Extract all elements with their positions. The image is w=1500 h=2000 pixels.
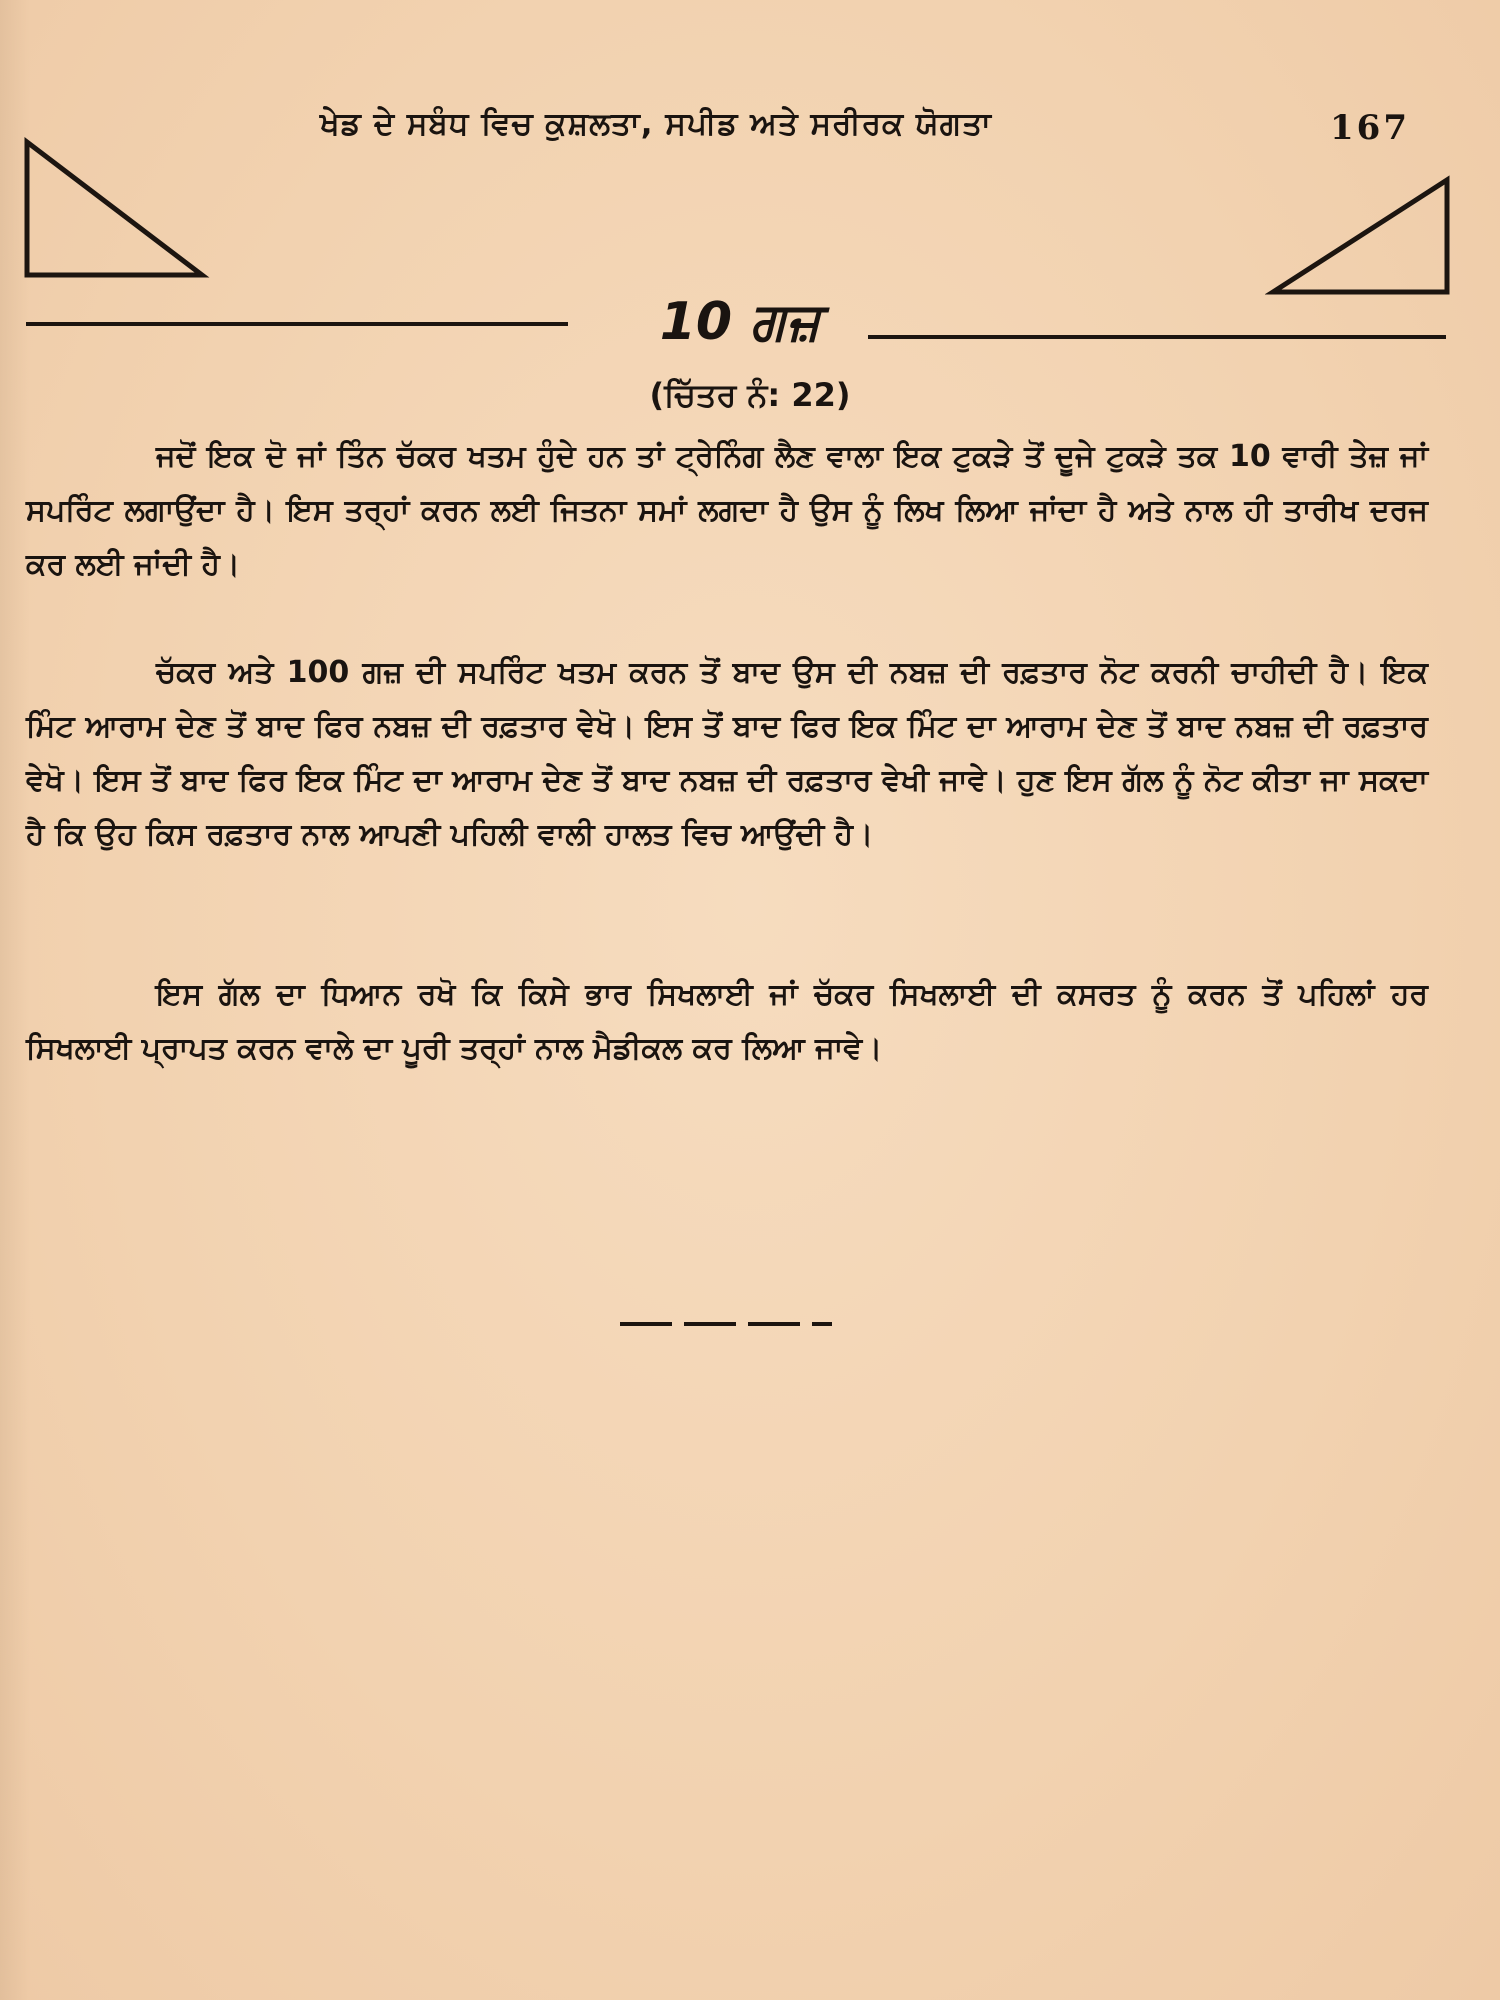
- title-rule-right: [868, 335, 1446, 339]
- figure-reference: (ਚਿੱਤਰ ਨੰ: 22): [649, 376, 851, 414]
- paragraph-2: ਚੱਕਰ ਅਤੇ 100 ਗਜ਼ ਦੀ ਸਪਰਿੰਟ ਖਤਮ ਕਰਨ ਤੋਂ ਬਾਦ ਉਸ ਦੀ ਨਬਜ਼ ਦੀ ਰਫ਼ਤਾਰ ਨੋਟ ਕਰਨੀ ਚਾਹੀਦੀ ਹੈ। ਇਕ ਮਿੰਟ ਆਰਾਮ ਦੇਣ ਤੋਂ ਬਾਦ ਫਿਰ ਨਬਜ਼ ਦੀ ਰਫ਼ਤਾਰ ਵੇਖੋ। ਇਸ ਤੋਂ ਬਾਦ ਫਿਰ ਇਕ ਮਿੰਟ ਦਾ ਆਰਾਮ ਦੇਣ ਤੋਂ ਬਾਦ ਨਬਜ਼ ਦੀ ਰਫ਼ਤਾਰ ਵੇਖੋ। ਇਸ ਤੋਂ ਬਾਦ ਫਿਰ ਇਕ ਮਿੰਟ ਦਾ ਆਰਾਮ ਦੇਣ ਤੋਂ ਬਾਦ ਨਬਜ਼ ਦੀ ਰਫ਼ਤਾਰ ਵੇਖੀ ਜਾਵੇ। ਹੁਣ ਇਸ ਗੱਲ ਨੂੰ ਨੋਟ ਕੀਤਾ ਜਾ ਸਕਦਾ ਹੈ ਕਿ ਉਹ ਕਿਸ ਰਫ਼ਤਾਰ ਨਾਲ ਆਪਣੀ ਪਹਿਲੀ ਵਾਲੀ ਹਾਲਤ ਵਿਚ ਆਉਂਦੀ ਹੈ।: [26, 655, 1428, 852]
- paragraph-3: ਇਸ ਗੱਲ ਦਾ ਧਿਆਨ ਰਖੋ ਕਿ ਕਿਸੇ ਭਾਰ ਸਿਖਲਾਈ ਜਾਂ ਚੱਕਰ ਸਿਖਲਾਈ ਦੀ ਕਸਰਤ ਨੂੰ ਕਰਨ ਤੋਂ ਪਹਿਲਾਂ ਹਰ ਸਿਖਲਾਈ ਪ੍ਰਾਪਤ ਕਰਨ ਵਾਲੇ ਦਾ ਪੂਰੀ ਤਰ੍ਹਾਂ ਨਾਲ ਮੈਡੀਕਲ ਕਰ ਲਿਆ ਜਾਵੇ।: [26, 977, 1428, 1066]
- running-header-title: ਖੇਡ ਦੇ ਸਬੰਧ ਵਿਚ ਕੁਸ਼ਲਤਾ, ਸਪੀਡ ਅਤੇ ਸਰੀਰਕ ਯੋਗਤਾ: [320, 106, 992, 142]
- section-title: 10 ਗਜ਼: [659, 292, 821, 352]
- title-rule-left: [26, 322, 568, 326]
- right-triangle-diagram: [1265, 170, 1460, 300]
- left-triangle-diagram: [20, 135, 210, 285]
- paragraph-1: ਜਦੋਂ ਇਕ ਦੋ ਜਾਂ ਤਿੰਨ ਚੱਕਰ ਖਤਮ ਹੁੰਦੇ ਹਨ ਤਾਂ ਟ੍ਰੇਨਿੰਗ ਲੈਣ ਵਾਲਾ ਇਕ ਟੁਕੜੇ ਤੋਂ ਦੂਜੇ ਟੁਕੜੇ ਤਕ 10 ਵਾਰੀ ਤੇਜ਼ ਜਾਂ ਸਪਰਿੰਟ ਲਗਾਉਂਦਾ ਹੈ। ਇਸ ਤਰ੍ਹਾਂ ਕਰਨ ਲਈ ਜਿਤਨਾ ਸਮਾਂ ਲਗਦਾ ਹੈ ਉਸ ਨੂੰ ਲਿਖ ਲਿਆ ਜਾਂਦਾ ਹੈ ਅਤੇ ਨਾਲ ਹੀ ਤਾਰੀਖ ਦਰਜ ਕਰ ਲਈ ਜਾਂਦੀ ਹੈ।: [26, 439, 1428, 582]
- page-number: 167: [1330, 108, 1410, 148]
- section-end-divider: [620, 1322, 832, 1326]
